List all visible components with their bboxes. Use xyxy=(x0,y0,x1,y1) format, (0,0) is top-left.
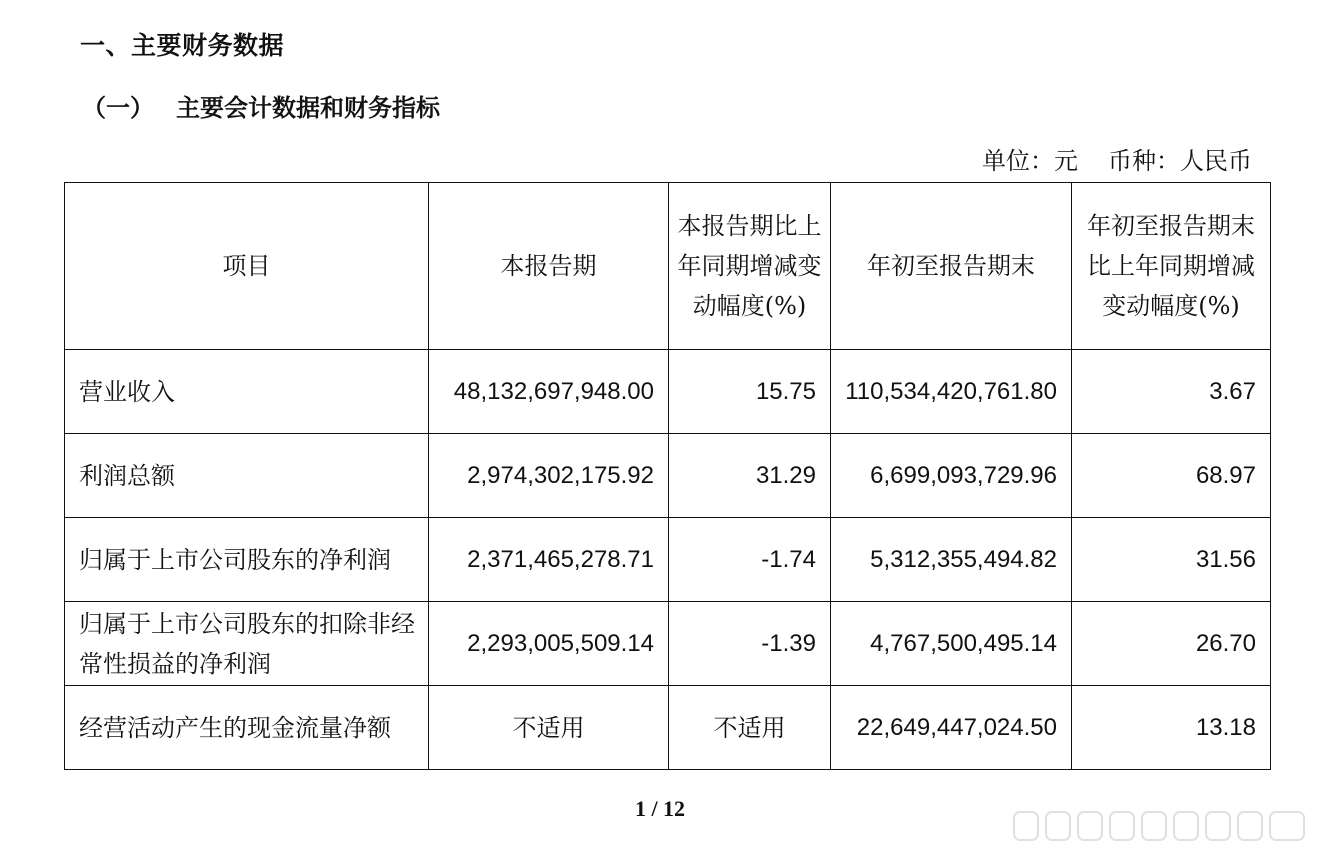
subsection-heading xyxy=(82,90,440,126)
row-current-change: -1.74 xyxy=(669,518,831,602)
header-current-change: 本报告期比上年同期增减变动幅度(%) xyxy=(669,183,831,350)
header-ytd-change: 年初至报告期末比上年同期增减变动幅度(%) xyxy=(1072,183,1271,350)
row-current-period: 2,371,465,278.71 xyxy=(429,518,669,602)
table-row xyxy=(65,434,1271,518)
financial-data-table xyxy=(64,182,1271,770)
row-item: 营业收入 xyxy=(65,350,429,434)
row-ytd: 6,699,093,729.96 xyxy=(831,434,1072,518)
row-ytd-change: 31.56 xyxy=(1072,518,1271,602)
table-row xyxy=(65,518,1271,602)
row-current-period: 48,132,697,948.00 xyxy=(429,350,669,434)
row-ytd: 22,649,447,024.50 xyxy=(831,686,1072,770)
table-row xyxy=(65,686,1271,770)
header-current-period: 本报告期 xyxy=(429,183,669,350)
table-row xyxy=(65,350,1271,434)
row-current-period: 2,293,005,509.14 xyxy=(429,602,669,686)
row-current-period: 2,974,302,175.92 xyxy=(429,434,669,518)
row-item: 经营活动产生的现金流量净额 xyxy=(65,686,429,770)
row-current-change: -1.39 xyxy=(669,602,831,686)
row-ytd-change: 13.18 xyxy=(1072,686,1271,770)
row-current-change: 31.29 xyxy=(669,434,831,518)
row-current-change: 15.75 xyxy=(669,350,831,434)
row-ytd-change: 26.70 xyxy=(1072,602,1271,686)
table-row xyxy=(65,602,1271,686)
unit-line xyxy=(982,144,1252,178)
table-header-row xyxy=(65,183,1271,350)
row-ytd-change: 68.97 xyxy=(1072,434,1271,518)
subsection-number: （一） xyxy=(82,94,154,122)
row-ytd: 4,767,500,495.14 xyxy=(831,602,1072,686)
row-current-change: 不适用 xyxy=(669,686,831,770)
row-item: 利润总额 xyxy=(65,434,429,518)
header-ytd: 年初至报告期末 xyxy=(831,183,1072,350)
header-item: 项目 xyxy=(65,183,429,350)
currency-label: 币种：人民币 xyxy=(1108,147,1252,175)
watermark-icon xyxy=(1010,806,1310,846)
section-title: 一、主要财务数据 xyxy=(80,31,285,60)
subsection-title: 主要会计数据和财务指标 xyxy=(176,94,440,122)
row-ytd: 5,312,355,494.82 xyxy=(831,518,1072,602)
page-number: 1 / 12 xyxy=(634,796,686,821)
row-item: 归属于上市公司股东的净利润 xyxy=(65,518,429,602)
row-ytd-change: 3.67 xyxy=(1072,350,1271,434)
unit-label: 单位：元 xyxy=(982,147,1078,175)
row-item: 归属于上市公司股东的扣除非经常性损益的净利润 xyxy=(65,602,429,686)
row-current-period: 不适用 xyxy=(429,686,669,770)
row-ytd: 110,534,420,761.80 xyxy=(831,350,1072,434)
